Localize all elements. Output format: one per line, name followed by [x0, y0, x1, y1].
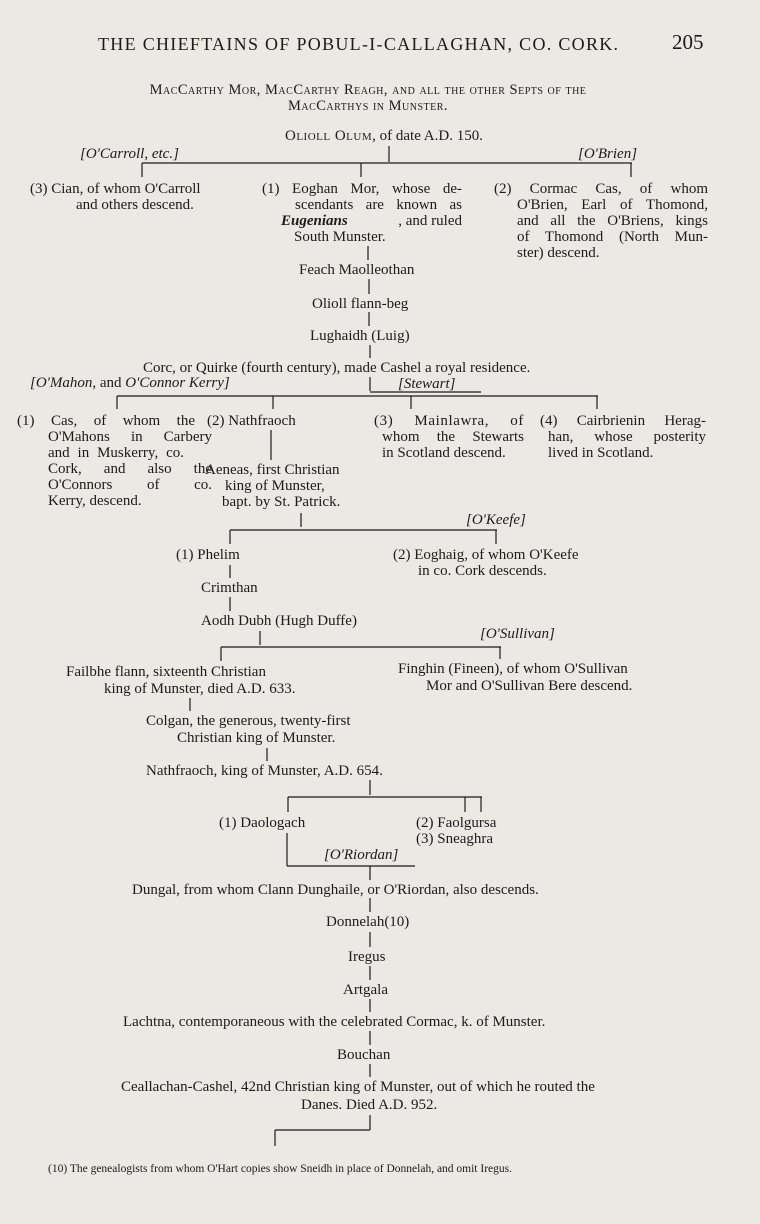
ceallachan-line-2: Danes. Died A.D. 952.: [301, 1097, 438, 1113]
entry-nathfraoch-654: Nathfraoch, king of Munster, A.D. 654.: [146, 763, 383, 779]
entry-daologach: (1) Daologach: [219, 815, 306, 831]
colgan-line-1: Colgan, the generous, twenty-first: [146, 713, 351, 729]
bracket-stewart: [Stewart]: [398, 376, 456, 392]
footnote: (10) The genealogists from whom O'Hart copies show Sneidh in place of Donnelah, and omit Iregus.: [48, 1163, 512, 1175]
entry-donnelah: Donnelah(10): [326, 914, 410, 930]
failbhe-line-2: king of Munster, died A.D. 633.: [104, 681, 296, 697]
entry-lughaidh: Lughaidh (Luig): [310, 328, 410, 344]
entry-nathfraoch: (2) Nathfraoch: [207, 413, 296, 429]
subtitle-line-2: MacCarthys in Munster.: [287, 98, 449, 114]
cormac-line-1: (2) Cormac Cas, of whom: [494, 181, 708, 197]
aeneas-line-2: king of Munster,: [225, 478, 325, 494]
cairbrienin-line-2: han, whose posterity: [548, 429, 706, 445]
colgan-line-2: Christian king of Munster.: [177, 730, 336, 746]
subtitle-line-1: MacCarthy Mor, MacCarthy Reagh, and all the other Septs of the: [149, 82, 587, 98]
cormac-line-3: and all the O'Briens, kings: [517, 213, 708, 229]
entry-corc: Corc, or Quirke (fourth century), made Cashel a royal residence.: [143, 360, 531, 376]
cormac-line-4: of Thomond (North Mun-: [517, 229, 708, 245]
entry-phelim: (1) Phelim: [176, 547, 240, 563]
cas-line-1: (1) Cas, of whom the: [17, 413, 195, 429]
eoghaig-line-2: in co. Cork descends.: [418, 563, 547, 579]
root-name: Olioll Olum: [285, 128, 373, 144]
entry-artgala: Artgala: [343, 982, 388, 998]
cian-line-2: and others descend.: [76, 197, 194, 213]
bracket-obrien: [O'Brien]: [578, 146, 638, 162]
finghin-line-2: Mor and O'Sullivan Bere descend.: [426, 678, 633, 694]
eoghan-eugenians: Eugenians: [281, 213, 348, 229]
aeneas-line-1: Aeneas, first Christian: [205, 462, 340, 478]
mainlawra-line-3: in Scotland descend.: [382, 445, 506, 461]
entry-lachtna: Lachtna, contemporaneous with the celebrated Cormac, k. of Munster.: [123, 1014, 546, 1030]
eoghan-ruled: , and ruled: [398, 213, 462, 229]
entry-olioll-flann: Olioll flann-beg: [312, 296, 409, 312]
cian-line-1: (3) Cian, of whom O'Carroll: [30, 181, 201, 197]
entry-sneaghra: (3) Sneaghra: [416, 831, 494, 847]
bracket-omahon-b: O'Connor Kerry]: [125, 375, 230, 391]
entry-feach: Feach Maolleothan: [299, 262, 415, 278]
bracket-okeefe: [O'Keefe]: [466, 512, 526, 528]
bracket-oriordan: [O'Riordan]: [324, 847, 399, 863]
cas-line-3: and in Muskerry, co.: [48, 445, 184, 461]
mainlawra-line-2: whom the Stewarts: [382, 429, 524, 445]
running-title: THE CHIEFTAINS OF POBUL-I-CALLAGHAN, CO. CORK.: [98, 34, 620, 54]
cairbrienin-line-3: lived in Scotland.: [548, 445, 654, 461]
entry-crimthan: Crimthan: [201, 580, 258, 596]
root-date: , of date A.D. 150.: [372, 128, 483, 144]
eoghan-line-4: South Munster.: [294, 229, 386, 245]
bracket-omahon-and: , and: [92, 375, 126, 391]
cairbrienin-line-1: (4) Cairbrienin Herag-: [540, 413, 706, 429]
finghin-line-1: Finghin (Fineen), of whom O'Sullivan: [398, 661, 628, 677]
entry-iregus: Iregus: [348, 949, 386, 965]
cas-line-6: Kerry, descend.: [48, 493, 142, 509]
bracket-omahon-a: [O'Mahon: [30, 375, 93, 391]
cas-line-5: O'Connors of co.: [48, 477, 212, 493]
bracket-osullivan: [O'Sullivan]: [480, 626, 555, 642]
mainlawra-line-1: (3) Mainlawra, of: [374, 413, 524, 429]
entry-aodh-dubh: Aodh Dubh (Hugh Duffe): [201, 613, 357, 629]
entry-bouchan: Bouchan: [337, 1047, 391, 1063]
eoghaig-line-1: (2) Eoghaig, of whom O'Keefe: [393, 547, 579, 563]
bracket-ocarroll: [O'Carroll, etc.]: [80, 146, 179, 162]
cas-line-4: Cork, and also the: [48, 461, 212, 477]
entry-dungal: Dungal, from whom Clann Dunghaile, or O'Riordan, also descends.: [132, 882, 539, 898]
cas-line-2: O'Mahons in Carbery: [48, 429, 212, 445]
eoghan-line-1: (1) Eoghan Mor, whose de-: [262, 181, 462, 197]
entry-faolgursa: (2) Faolgursa: [416, 815, 497, 831]
ceallachan-line-1: Ceallachan-Cashel, 42nd Christian king of Munster, out of which he routed the: [121, 1079, 595, 1095]
cormac-line-2: O'Brien, Earl of Thomond,: [517, 197, 708, 213]
eoghan-line-2: scendants are known as: [295, 197, 462, 213]
cormac-line-5: ster) descend.: [517, 245, 600, 261]
aeneas-line-3: bapt. by St. Patrick.: [222, 494, 341, 510]
page-number: 205: [672, 30, 704, 54]
failbhe-line-1: Failbhe flann, sixteenth Christian: [66, 664, 266, 680]
